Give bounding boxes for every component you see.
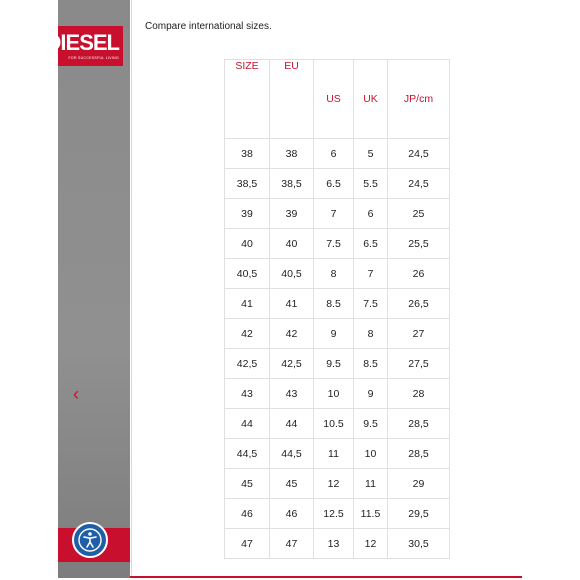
cell-eu: 45 — [270, 469, 314, 499]
cell-us: 6 — [314, 139, 354, 169]
product-image — [58, 0, 130, 578]
table-row — [225, 439, 450, 469]
cell-us: 9.5 — [314, 349, 354, 379]
header-uk: UK — [354, 60, 388, 139]
cell-uk: 6 — [354, 199, 388, 229]
cell-size: 41 — [225, 289, 270, 319]
table-row — [225, 349, 450, 379]
cell-jp: 26 — [388, 259, 450, 289]
table-row — [225, 169, 450, 199]
cell-size: 42 — [225, 319, 270, 349]
cell-eu: 44 — [270, 409, 314, 439]
cell-us: 13 — [314, 529, 354, 559]
cell-jp: 28,5 — [388, 409, 450, 439]
cell-uk: 12 — [354, 529, 388, 559]
cell-jp: 24,5 — [388, 139, 450, 169]
cell-uk: 8 — [354, 319, 388, 349]
cell-eu: 40,5 — [270, 259, 314, 289]
cell-jp: 25,5 — [388, 229, 450, 259]
cell-us: 7.5 — [314, 229, 354, 259]
cell-jp: 29 — [388, 469, 450, 499]
cell-jp: 28 — [388, 379, 450, 409]
accessibility-icon — [78, 528, 102, 552]
header-us: US — [314, 60, 354, 139]
table-header-row — [225, 60, 450, 139]
intro-text: Compare international sizes. — [145, 21, 272, 32]
chevron-left-icon[interactable]: ‹ — [73, 384, 79, 404]
cell-size: 38 — [225, 139, 270, 169]
cell-size: 39 — [225, 199, 270, 229]
bottom-accent-line — [130, 576, 522, 578]
table-row — [225, 409, 450, 439]
cell-jp: 26,5 — [388, 289, 450, 319]
cell-size: 46 — [225, 499, 270, 529]
table-row — [225, 529, 450, 559]
table-row — [225, 199, 450, 229]
cell-us: 11 — [314, 439, 354, 469]
cell-eu: 40 — [270, 229, 314, 259]
cell-jp: 30,5 — [388, 529, 450, 559]
cell-eu: 43 — [270, 379, 314, 409]
cell-size: 40 — [225, 229, 270, 259]
header-eu: EU — [270, 60, 314, 139]
cell-us: 12 — [314, 469, 354, 499]
cell-uk: 5 — [354, 139, 388, 169]
cell-jp: 28,5 — [388, 439, 450, 469]
cell-uk: 7 — [354, 259, 388, 289]
cell-us: 8 — [314, 259, 354, 289]
cell-eu: 38,5 — [270, 169, 314, 199]
cell-us: 12.5 — [314, 499, 354, 529]
cell-uk: 10 — [354, 439, 388, 469]
cell-us: 10.5 — [314, 409, 354, 439]
cell-size: 47 — [225, 529, 270, 559]
size-conversion-table — [224, 59, 450, 559]
cell-eu: 39 — [270, 199, 314, 229]
cell-size: 44 — [225, 409, 270, 439]
cell-size: 38,5 — [225, 169, 270, 199]
table-row — [225, 259, 450, 289]
cell-uk: 11 — [354, 469, 388, 499]
cell-uk: 9 — [354, 379, 388, 409]
cell-uk: 5.5 — [354, 169, 388, 199]
table-row — [225, 229, 450, 259]
cell-uk: 11.5 — [354, 499, 388, 529]
cell-us: 7 — [314, 199, 354, 229]
table-row — [225, 139, 450, 169]
cell-eu: 42,5 — [270, 349, 314, 379]
table-row — [225, 499, 450, 529]
cell-uk: 6.5 — [354, 229, 388, 259]
cell-us: 10 — [314, 379, 354, 409]
cell-size: 42,5 — [225, 349, 270, 379]
table-row — [225, 469, 450, 499]
product-image-panel — [58, 0, 130, 578]
cell-eu: 44,5 — [270, 439, 314, 469]
cell-uk: 9.5 — [354, 409, 388, 439]
cell-eu: 46 — [270, 499, 314, 529]
cell-us: 8.5 — [314, 289, 354, 319]
cell-jp: 25 — [388, 199, 450, 229]
table-row — [225, 289, 450, 319]
cell-jp: 27,5 — [388, 349, 450, 379]
cell-size: 44,5 — [225, 439, 270, 469]
cell-eu: 42 — [270, 319, 314, 349]
logo-wordmark: DIESEL — [45, 30, 119, 55]
cell-uk: 8.5 — [354, 349, 388, 379]
header-jp: JP/cm — [388, 60, 450, 139]
accessibility-button[interactable] — [72, 522, 108, 558]
cell-jp: 27 — [388, 319, 450, 349]
header-size: SIZE — [225, 60, 270, 139]
cell-size: 43 — [225, 379, 270, 409]
cell-jp: 29,5 — [388, 499, 450, 529]
cell-us: 6.5 — [314, 169, 354, 199]
cell-eu: 47 — [270, 529, 314, 559]
table-row — [225, 319, 450, 349]
cell-uk: 7.5 — [354, 289, 388, 319]
cell-size: 40,5 — [225, 259, 270, 289]
cell-eu: 41 — [270, 289, 314, 319]
cell-us: 9 — [314, 319, 354, 349]
cell-eu: 38 — [270, 139, 314, 169]
cell-jp: 24,5 — [388, 169, 450, 199]
panel-divider — [131, 0, 132, 578]
logo-tagline: FOR SUCCESSFUL LIVING — [68, 56, 119, 60]
table-row — [225, 379, 450, 409]
cell-size: 45 — [225, 469, 270, 499]
diesel-logo — [45, 26, 123, 66]
